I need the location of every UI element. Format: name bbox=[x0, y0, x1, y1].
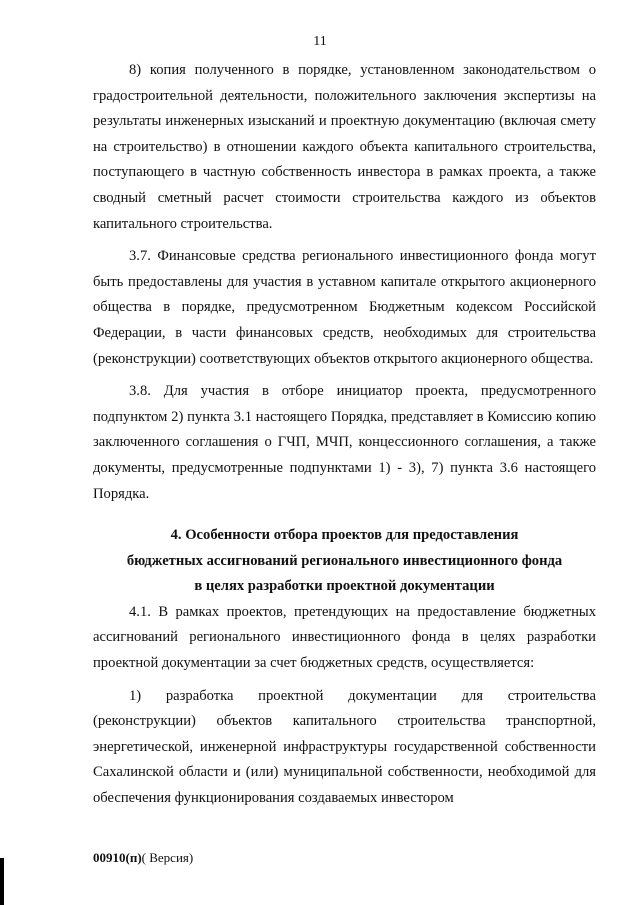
document-code: 00910(п) bbox=[93, 850, 142, 865]
section-4-heading bbox=[93, 523, 596, 600]
document-version: ( Версия) bbox=[141, 850, 194, 865]
page-number: 11 bbox=[313, 34, 327, 49]
section-4-heading-line-3: в целях разработки проектной документации bbox=[194, 578, 495, 595]
paragraph-4-1-item-1: 1) разработка проектной документации для строительства (реконструкции) объектов капитального строительства транспортной, энергетической, инженерной инфраструктуры государственной собственности Сахалинской области и (или) муниципальной собственности, необходимой для обеспечения функционирования создаваемых инвестором bbox=[93, 687, 596, 807]
scan-edge-mark bbox=[0, 858, 4, 905]
paragraph-3-8: 3.8. Для участия в отборе инициатор проекта, предусмотренного подпунктом 2) пункта 3.1 настоящего Порядка, представляет в Комиссию копию заключенного соглашения о ГЧП, МЧП, концессионного соглашения, а также документы, предусмотренные подпунктами 1) - 3), 7) пункта 3.6 настоящего Порядка. bbox=[93, 383, 596, 502]
document-footer bbox=[93, 850, 193, 866]
paragraph-3-7: 3.7. Финансовые средства регионального инвестиционного фонда могут быть предоставлены для участия в уставном капитале открытого акционерного общества в порядке, предусмотренном Бюджетным кодексом Российской Федерации, в части финансовых средств, необходимых для строительства (реконструкции) соответствующих объектов открытого акционерного общества. bbox=[93, 248, 596, 367]
paragraph-item-8: 8) копия полученного в порядке, установленном законодательством о градостроительной деятельности, положительного заключения экспертизы на результаты инженерных изысканий и проектную документацию (включая смету на строительство) в отношении каждого объекта капитального строительства, поступающего в частную собственность инвестора в рамках проекта, а также сводный сметный расчет стоимости строительства каждого из объектов капитального строительства. bbox=[93, 62, 596, 232]
paragraph-4-1: 4.1. В рамках проектов, претендующих на предоставление бюджетных ассигнований регионального инвестиционного фонда в целях разработки проектной документации за счет бюджетных средств, осуществляется: bbox=[93, 603, 596, 672]
document-body bbox=[93, 58, 596, 812]
section-4-heading-line-1: 4. Особенности отбора проектов для предоставления bbox=[170, 527, 519, 544]
section-4-heading-line-2: бюджетных ассигнований регионального инвестиционного фонда bbox=[126, 552, 563, 569]
